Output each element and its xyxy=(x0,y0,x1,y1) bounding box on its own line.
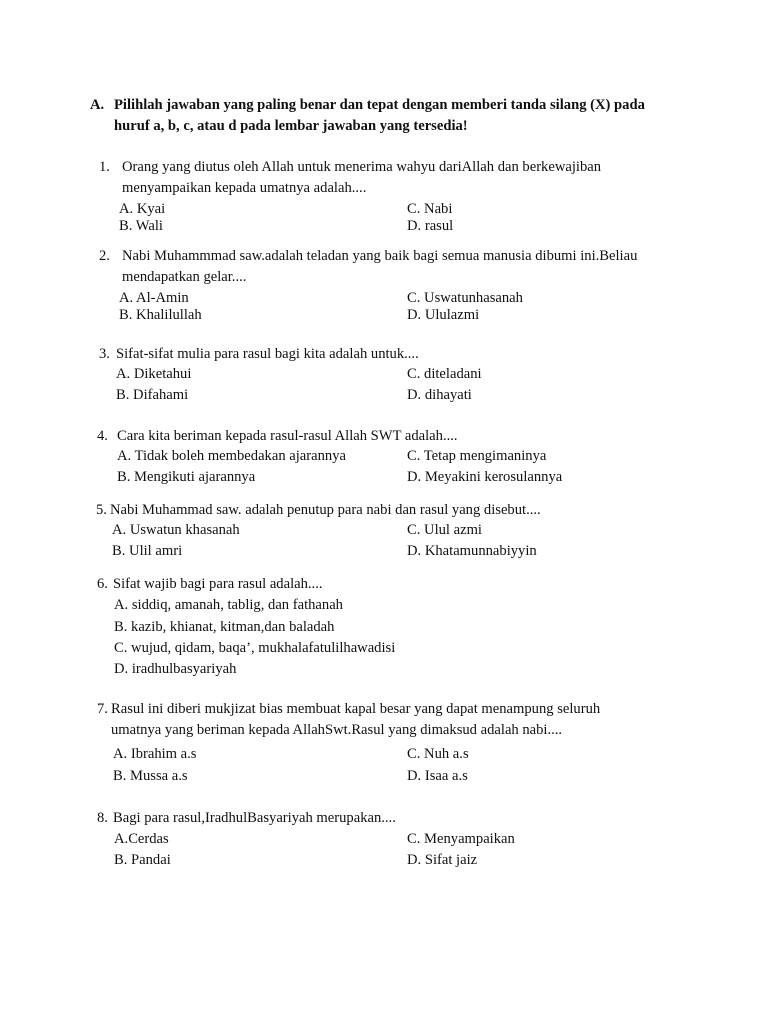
question-number: 7. xyxy=(97,701,108,717)
option-b: B. Mussa a.s xyxy=(113,768,188,784)
question-number: 5. xyxy=(96,502,107,518)
question-text-continued: umatnya yang beriman kepada AllahSwt.Rasul yang dimaksud adalah nabi.... xyxy=(111,722,563,738)
option-b: B. Wali xyxy=(119,218,163,234)
option-a: A.Cerdas xyxy=(114,831,169,847)
question-text: Cara kita beriman kepada rasul-rasul Allah SWT adalah.... xyxy=(117,428,458,444)
option-c: C. Nuh a.s xyxy=(407,746,469,762)
question-text: Bagi para rasul,IradhulBasyariyah merupakan.... xyxy=(113,810,396,826)
option-c: C. diteladani xyxy=(407,366,482,382)
option-d: D. Khatamunnabiyyin xyxy=(407,543,537,559)
section-letter: A. xyxy=(90,97,105,113)
question-text: Nabi Muhammad saw. adalah penutup para nabi dan rasul yang disebut.... xyxy=(110,502,541,518)
option-d: D. dihayati xyxy=(407,387,472,403)
question-number: 8. xyxy=(97,810,108,826)
option-a: A. Uswatun khasanah xyxy=(112,522,240,538)
option-c: C. Menyampaikan xyxy=(407,831,515,847)
option-a: A. Tidak boleh membedakan ajarannya xyxy=(117,448,346,464)
question-text: Sifat-sifat mulia para rasul bagi kita adalah untuk.... xyxy=(116,346,419,362)
question-text: Nabi Muhammmad saw.adalah teladan yang baik bagi semua manusia dibumi ini.Beliau xyxy=(122,248,638,264)
option-c: C. Nabi xyxy=(407,201,453,217)
option-d: D. Ululazmi xyxy=(407,307,480,323)
instruction-line-1: Pilihlah jawaban yang paling benar dan tepat dengan memberi tanda silang (X) pada xyxy=(114,97,645,113)
option-b: B. Mengikuti ajarannya xyxy=(117,469,256,485)
question-number: 3. xyxy=(99,346,110,362)
option-b: B. Difahami xyxy=(116,387,189,403)
question-number: 4. xyxy=(97,428,108,444)
option-d: D. Isaa a.s xyxy=(407,768,468,784)
option-a: A. Ibrahim a.s xyxy=(113,746,197,762)
question-number: 2. xyxy=(99,248,110,264)
option-a: A. Al-Amin xyxy=(119,290,189,306)
option-d: D. Sifat jaiz xyxy=(407,852,478,868)
option-b: B. kazib, khianat, kitman,dan baladah xyxy=(114,619,335,635)
option-a: A. Kyai xyxy=(119,201,166,217)
option-d: D. iradhulbasyariyah xyxy=(114,661,237,677)
option-b: B. Ulil amri xyxy=(112,543,183,559)
instruction-line-2: huruf a, b, c, atau d pada lembar jawaban yang tersedia! xyxy=(114,118,468,134)
option-d: D. rasul xyxy=(407,218,454,234)
option-a: A. Diketahui xyxy=(116,366,192,382)
option-b: B. Pandai xyxy=(114,852,171,868)
question-number: 6. xyxy=(97,576,108,592)
question-text: Rasul ini diberi mukjizat bias membuat kapal besar yang dapat menampung seluruh xyxy=(111,701,601,717)
option-c: C. Tetap mengimaninya xyxy=(407,448,547,464)
option-d: D. Meyakini kerosulannya xyxy=(407,469,563,485)
option-b: B. Khalilullah xyxy=(119,307,202,323)
option-a: A. siddiq, amanah, tablig, dan fathanah xyxy=(114,597,343,613)
question-number: 1. xyxy=(99,159,110,175)
question-text: Sifat wajib bagi para rasul adalah.... xyxy=(113,576,323,592)
question-text-continued: mendapatkan gelar.... xyxy=(122,269,247,285)
option-c: C. wujud, qidam, baqa’, mukhalafatulilhawadisi xyxy=(114,640,396,656)
question-text-continued: menyampaikan kepada umatnya adalah.... xyxy=(122,180,367,196)
option-c: C. Uswatunhasanah xyxy=(407,290,523,306)
question-text: Orang yang diutus oleh Allah untuk menerima wahyu dariAllah dan berkewajiban xyxy=(122,159,602,175)
option-c: C. Ulul azmi xyxy=(407,522,482,538)
